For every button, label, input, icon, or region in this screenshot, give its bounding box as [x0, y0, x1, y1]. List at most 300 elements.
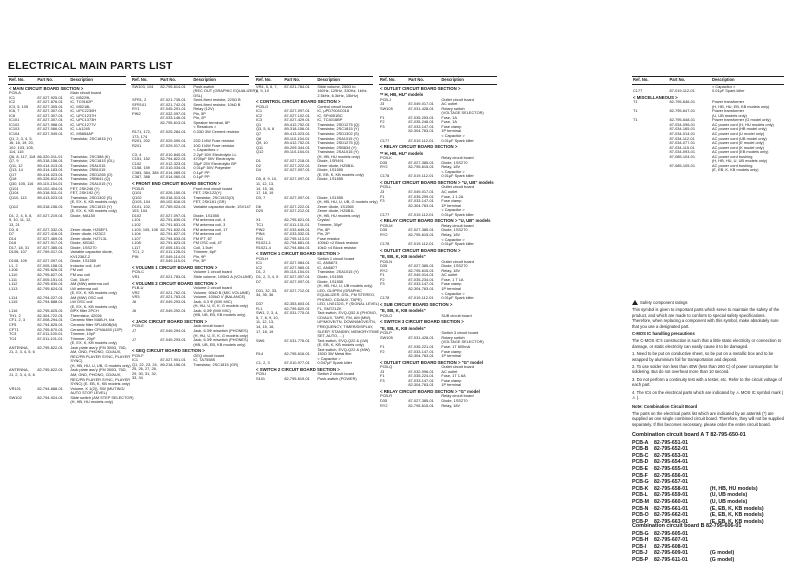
ref-no: 16, 18, 19, 20, — [9, 140, 34, 146]
part-no: 87-019-112-01 — [408, 241, 434, 247]
part-no: 87-035-299-01 — [408, 193, 434, 199]
description: < Resistors > — [193, 124, 217, 130]
ref-no: SW105 — [380, 105, 393, 111]
board-part-no: 82-795-657-01 — [654, 479, 689, 486]
cmos-item-2: 2. To use solder iron less than 40W (less than 260 C) of power consumption for soldering. But do not overheat more than 10 second. — [632, 364, 779, 375]
description: Fuse resistor — [317, 235, 340, 241]
column-header-desc: Description — [316, 77, 373, 85]
description: Zener diode, HZ6B1L — [317, 162, 355, 168]
part-no: 87-011-128-01 — [160, 249, 186, 255]
description: Diode, 1SR491 — [317, 158, 344, 164]
ref-no: TC4 — [9, 335, 17, 341]
description: Relay, 18V — [441, 267, 461, 273]
ref-no: F3 — [380, 281, 385, 287]
description: (HB, UB, EB, KB models only) — [193, 341, 246, 347]
ref-no: D37 — [256, 301, 264, 307]
description: Push-switch — [193, 83, 215, 89]
description: SLEEP, STANDBY, MEMORY/TIME — [317, 328, 380, 334]
part-no: 87-049-017-01 — [408, 101, 434, 107]
description: Outlet circuit board — [441, 258, 474, 264]
board-ref: PCB-A — [632, 439, 649, 446]
note-text: The parts on the electrical parts list which are indicated by an asterisk (*) are supplied as one single combined circuit board. Therefore, they will not be supplied separately. If this becomes necessary, please order the entire circuit board. — [632, 410, 784, 427]
board-models: (E, EB, K, KB models) — [710, 512, 764, 519]
description: (E, EX, K, KB models only) — [70, 303, 117, 309]
part-no: 87-027-985-01 — [284, 264, 310, 270]
table-row — [379, 404, 497, 409]
description: FM antenna coil, 3 — [193, 221, 226, 227]
description: Rotary switch — [441, 105, 465, 111]
part-no: 82-794-681-01 — [284, 240, 310, 246]
combination-row — [632, 544, 784, 551]
part-no: 82-795-616-01 — [284, 351, 310, 357]
description: Diode, 1S1555 — [317, 273, 344, 279]
description: IC, M5218L — [70, 103, 91, 109]
board-part-no: 82-795-611-01 — [654, 556, 688, 563]
description: Semi-fixed resistor, 220Ω B — [193, 97, 241, 103]
description: < Capacitor > — [317, 355, 341, 361]
description: IC, TC4016BP — [317, 117, 343, 123]
description: AM (MW) OSC coil — [70, 294, 104, 300]
description: Power transformer — [712, 99, 745, 105]
ref-no: T1 — [633, 117, 638, 123]
description: Transistor, 2SA1015 (Y) — [317, 149, 359, 155]
part-no: 87-027-307-01 — [37, 112, 63, 118]
section-title: ** H, HB, HU" models — [380, 92, 424, 98]
description: AC outlet — [441, 368, 458, 374]
description: (E, EX, K, KB models only) — [70, 208, 117, 214]
ref-no: R201 — [132, 142, 142, 148]
part-no: 87-033-147-01 — [408, 348, 434, 354]
part-no: 87-034-112-01 — [669, 135, 695, 141]
ref-no: D6 — [256, 203, 261, 209]
part-no: 87-027-385-01 — [408, 159, 434, 165]
description: AM, GND, PHONO, CD/AUX, — [70, 372, 122, 377]
description: SYNC) — [70, 358, 83, 364]
description: Jack circuit board — [193, 323, 224, 329]
description: 100kΩ ×2 Block resistor — [317, 240, 359, 246]
combination-row — [632, 499, 784, 506]
description: IC, LA1245 — [70, 126, 90, 132]
part-no: 87-019-112-01 — [408, 173, 434, 179]
part-no: 87-035-221-01 — [408, 343, 434, 349]
description: KV1236Z-2 — [70, 253, 91, 259]
part-no: 82-795-615-01 — [408, 164, 434, 170]
ref-no: F2 — [380, 276, 385, 282]
part-no: 87-011-101-01 — [37, 335, 63, 341]
part-no: 87-049-114-01 — [160, 253, 186, 259]
description: AC outlet — [441, 101, 458, 107]
board-part-no: 82-795-663-01 — [654, 518, 689, 525]
part-no: 87-033-147-01 — [408, 123, 434, 129]
part-no: 89-412-752-01 — [284, 140, 310, 146]
part-no: 87-035-234-01 — [408, 276, 434, 282]
ref-no: PCB-M — [380, 222, 393, 228]
description: Coil, 1.5uH — [193, 244, 213, 250]
description: Transistor, 2SC1815 (GR) — [193, 361, 239, 367]
ref-no: ANTENNA, — [9, 367, 29, 373]
description: LW antenna coil — [70, 285, 98, 291]
ref-no: PCB-C — [132, 269, 145, 275]
ref-no: D106, 107 — [9, 249, 27, 255]
part-no: 87-034-014-01 — [669, 131, 695, 137]
description: Diode, 1SS270 — [441, 159, 468, 165]
ref-no: C177 — [633, 88, 643, 94]
description: 0.01μF Spark killer — [441, 241, 474, 247]
ref-no: F1 — [380, 193, 385, 199]
ref-no: T1 — [633, 99, 638, 105]
part-no: 87-029-090-01 — [160, 138, 186, 144]
section-title: < OUTLET CIRCUIT BOARD SECTION > "U, UB" models — [380, 179, 494, 185]
combination-row — [632, 453, 784, 460]
table-row — [255, 377, 373, 382]
ref-no: 17, 18, 19 — [256, 190, 274, 196]
description: Slide switch (AM STEP SELECTOR) — [70, 394, 134, 400]
part-no: 89-218-156-01 — [160, 361, 186, 367]
ref-no: PCB-P — [380, 330, 392, 336]
description: (U, UB models only) — [712, 112, 747, 118]
ref-no: 114, 115 — [9, 149, 24, 155]
description: AC power cord bushing — [712, 153, 753, 159]
ref-no: VR2 — [132, 289, 140, 295]
part-no: 87-027-416-01 — [37, 231, 63, 237]
part-no: 89-318-156-01 — [284, 126, 310, 132]
ref-no: SW1, 2, 3, 4, — [256, 310, 279, 316]
ref-no: 11, 12, 13, — [256, 181, 275, 187]
description: Transistor, 2SC1815 (Y) — [317, 126, 359, 132]
table-row — [131, 376, 249, 381]
description: Fuse clamp — [441, 198, 462, 204]
description: Relay circuit board — [441, 155, 474, 161]
ref-no: TC1 — [256, 221, 264, 227]
description: Switch 2 circuit board — [317, 371, 355, 377]
board-ref: PCB-P — [632, 556, 649, 563]
ref-no: PIN2 — [132, 110, 141, 116]
ref-no: D16 — [9, 240, 17, 246]
ref-no: Q1, 22, 23, 24, — [132, 361, 158, 367]
ref-no: 103, 104 — [132, 208, 148, 214]
board-part-no: 82-795-659-01 — [654, 492, 689, 499]
table-header — [255, 77, 373, 85]
part-no: 87-027-385-01 — [408, 263, 434, 269]
description: Fuse, 1 1.2A — [441, 193, 464, 199]
combination-board-b-title: Combination circuit board B 82-795-606-01 — [632, 523, 742, 529]
description: IC, M5229L — [70, 94, 91, 100]
table-header — [379, 77, 497, 85]
ref-no: Q11 — [256, 144, 264, 150]
part-no: 82-795-622-01 — [37, 367, 63, 373]
part-no: 87-032-097-01 — [160, 110, 186, 116]
description: Zener diode, HZ3C2 — [70, 231, 106, 237]
description: Control circuit board — [317, 103, 353, 109]
description: IC, TC9162P — [70, 99, 93, 105]
part-no: 82-795-113-01 — [284, 235, 310, 241]
description: Thermistor, 42026 — [70, 312, 102, 318]
section-heading — [379, 359, 497, 366]
part-no: 87-034-165-01 — [669, 126, 695, 132]
description: Trimmer, 20pF — [70, 335, 96, 341]
table-row — [632, 168, 784, 173]
board-part-no: 82-795-609-01 — [654, 550, 689, 557]
description: Outlet circuit board — [441, 96, 474, 102]
ref-no: Q102 — [132, 194, 142, 200]
description — [192, 376, 249, 381]
ref-no: L116 — [9, 308, 18, 314]
part-no: 82-795-621-01 — [284, 217, 310, 223]
part-no: 87-031-428-01 — [408, 334, 434, 340]
description: DSL) — [193, 92, 203, 98]
ref-no: IC1 — [256, 260, 263, 266]
ref-no: SW6 — [256, 337, 265, 343]
part-no: 82-795-614-01 — [160, 83, 186, 89]
parts-column-2 — [131, 76, 258, 381]
description: Pin, 8P — [317, 226, 330, 232]
parts-column-3 — [255, 76, 380, 382]
description: Relay, 18V — [441, 231, 461, 237]
ref-no: PLB-U — [132, 285, 144, 291]
part-no: 87-035-224-01 — [408, 373, 434, 379]
description: FM antenna coil — [193, 231, 222, 237]
ref-no: C178 — [380, 295, 390, 301]
ref-no: R201, 202 — [132, 138, 150, 144]
part-no: 87-769-017-01 — [37, 249, 63, 255]
part-no: 87-019-112-01 — [408, 211, 434, 217]
section-title: < JACK CIRCUIT BOARD SECTION > — [132, 318, 207, 324]
section-heading — [379, 179, 497, 186]
description: Volume, K 1(2)), SW (MUTING/ — [70, 385, 125, 391]
ref-no: PCB-B — [132, 185, 144, 191]
part-no: 89-318-313-01 — [160, 194, 186, 200]
description: Coil, 15uH — [70, 276, 89, 282]
section-title: < MISCELLANEOUS > — [633, 94, 678, 100]
ref-no: 11, 12, 13, — [256, 319, 275, 325]
parts-table — [8, 76, 134, 405]
part-no: 87-049-014-01 — [408, 272, 434, 278]
description: Jack, 6.3Φ w/switch (PHONES) — [193, 337, 248, 343]
ref-no: X1 — [256, 217, 261, 223]
warning-triangle-icon — [632, 300, 638, 305]
description: Pin, 2P — [193, 115, 206, 121]
ref-no: 9, 10, 11, 12, — [9, 217, 32, 223]
part-no: 87-027-218-01 — [284, 158, 310, 164]
part-no — [159, 376, 192, 381]
part-no: 87-027-305-01 — [37, 103, 63, 109]
ref-no — [8, 400, 36, 405]
ref-no: D3, 6 — [9, 226, 19, 232]
description: 1P terminal — [441, 128, 461, 134]
description: Outlet circuit board — [441, 364, 474, 370]
parts-table — [632, 76, 784, 173]
combination-board-b — [632, 523, 784, 564]
description: SUB circuit board — [441, 312, 472, 318]
part-no: 87-005-151-01 — [160, 244, 186, 250]
part-no: 87-021-783-01 — [160, 273, 186, 279]
description: EQUALIZER, DSL, FM STEREO, — [317, 292, 376, 298]
ref-no: J1, 2, 3, 4, 5, 6 — [9, 349, 35, 355]
ref-no: C387, 388 — [132, 174, 150, 180]
cmos-title: C-MOS IC handling precautions — [632, 331, 695, 337]
description: Pin, 5P — [193, 110, 206, 116]
ref-no: PIN2 — [256, 226, 265, 232]
description: (E, EB, K, KB models only) — [317, 342, 364, 348]
combination-row — [632, 446, 784, 453]
description: Fuse clamp — [441, 123, 462, 129]
description: 160Hz, 125Hz, 330Hz, 1kHz, — [317, 88, 368, 94]
description: LED, GL9PR4 (GRAPHIC — [317, 287, 363, 293]
ref-no: L102 — [132, 221, 141, 227]
description: Crystal — [317, 217, 330, 223]
ref-no: C151, 152 — [132, 156, 150, 162]
description: 0.01μF Spark killer — [441, 137, 474, 143]
description: PHONO, CD/AUX, TAPE) — [317, 296, 362, 302]
description: 33μF 25V Electrolytic BP — [193, 160, 237, 166]
ref-no: CF1, 2, 3 — [9, 317, 26, 323]
part-no: 87-027-469-01 — [37, 235, 63, 241]
ref-no: Q13, 14 — [9, 167, 23, 173]
ref-no: C383, 384, 385 — [132, 169, 159, 175]
description: AM (MW) antenna coil — [70, 281, 109, 287]
description: Power transformer (G model only) — [712, 117, 771, 123]
description: Fuse, 1T 800mA — [441, 343, 471, 349]
ref-no: 5, 7, 8, 9, 10, — [256, 314, 279, 320]
ref-no: 17, 18, 19 — [256, 328, 274, 334]
description: Pin, 9P — [193, 253, 206, 259]
combination-board-a — [632, 432, 784, 525]
part-no: 87-021-742-01 — [160, 101, 186, 107]
description: Transistor, 2SA1015 — [70, 162, 106, 168]
part-no: 82-795-615-01 — [408, 402, 434, 408]
ref-no: Q101 — [132, 190, 142, 196]
ref-no: PCB-H — [256, 255, 269, 261]
ref-no: F1 — [380, 114, 385, 120]
description: 0.01μF Spark killer — [712, 88, 745, 94]
ref-no: L104 — [132, 231, 141, 237]
part-no: 82-304-763-01 — [408, 382, 434, 388]
part-no: 87-019-112-01 — [408, 295, 434, 301]
ref-no: Q6, 8, 117, 118 — [9, 153, 36, 159]
ref-no: IC3, 5, 105 — [9, 103, 29, 109]
section-title: < SUB CIRCUIT BOARD SECTION > — [380, 301, 453, 307]
ref-no: T1 — [633, 108, 638, 114]
ref-no: SW105 — [380, 334, 393, 340]
ref-no: D20 — [256, 208, 264, 214]
ref-no: R1021-4 — [256, 244, 271, 250]
part-no: 87-049-293-01 — [160, 298, 186, 304]
part-no: 87-027-097-01 — [160, 212, 186, 218]
ref-no: D7 — [9, 231, 14, 237]
ref-no: IC1 — [256, 108, 263, 114]
description: 150Ω 3W Metal film — [317, 351, 352, 357]
part-no: 89-102-616-01 — [160, 199, 186, 205]
ref-no: CFT1 — [9, 326, 19, 332]
description: FREQUENCY, TIMER/DISPLAY, — [317, 323, 374, 329]
board-part-no: 82-795-651-01 — [654, 439, 689, 446]
combination-board-a-title: Combination circuit board A T 82-795-650-01 — [632, 432, 746, 438]
part-no: 87-033-147-01 — [408, 198, 434, 204]
board-ref: PCB-E — [632, 465, 649, 472]
part-no: 82-795-620-01 — [284, 305, 310, 311]
description: AM, GND, PHONO, CD/AUX, — [70, 349, 122, 355]
combination-row — [632, 473, 784, 480]
column-header-desc: Description — [440, 77, 497, 85]
description: SET, AUTO, ...) — [317, 333, 344, 339]
ref-no: Q9, 10 — [256, 140, 268, 146]
column-header-desc: Description — [711, 77, 784, 85]
column-header-ref: Ref. No. — [632, 77, 668, 85]
ref-no: IC101 — [9, 117, 20, 123]
part-no: 87-027-925-01 — [37, 94, 63, 100]
parts-column-5 — [632, 76, 784, 173]
description: (H, HU, U, E, K, G models only) — [193, 332, 249, 338]
section-heading — [379, 84, 497, 91]
board-part-no: 82-795-656-01 — [654, 472, 689, 479]
description: SYNC) (E, EB, K, KB models only) — [70, 381, 131, 387]
description: Front end circuit board — [193, 185, 233, 191]
ref-no: Q30, 105, 116 — [9, 181, 34, 187]
ref-no: J7 — [132, 327, 137, 333]
ref-no: PIN4 — [256, 231, 265, 237]
description: FET, 2SK122(Y) — [193, 190, 222, 196]
description: Fuse clamp — [441, 348, 462, 354]
part-no: 87-019-112-01 — [669, 88, 695, 94]
description: (H, HB, HU, U, UB, G models only) — [70, 362, 131, 368]
description: (H, HB, HU, U, UB models only) — [317, 283, 373, 289]
description: AC power cord (H, HU models only) — [712, 121, 774, 127]
description: IC, TA7558S — [193, 357, 216, 363]
description: 0.1μF PP — [193, 174, 210, 180]
ref-no: PCB-E — [132, 323, 144, 329]
part-no: 89-110-154-01 — [284, 135, 310, 141]
ref-no: C1, 2, 3 — [256, 360, 270, 366]
part-no: 82-791-627-01 — [160, 231, 186, 237]
description: Diode, 1SS270 — [441, 398, 468, 403]
section-title: "E, EB, K, KB models" — [380, 308, 426, 314]
ref-no: 8, 9, 10 — [256, 88, 269, 94]
column-header-part: Part No. — [407, 77, 440, 85]
section-title: < GEQ CIRCUIT BOARD SECTION > — [132, 348, 205, 354]
board-ref: PCB-F — [632, 472, 648, 479]
part-no: 82-794-027-01 — [37, 294, 63, 300]
description: 10kΩ ×4 Block resistor — [317, 244, 357, 250]
combination-row — [632, 486, 784, 493]
description: 4700μF 50V Electrolytic — [193, 156, 235, 162]
part-no: 82-795-622-01 — [37, 344, 63, 350]
part-no: 87-049-294-01 — [160, 327, 186, 333]
part-no: 82-794-684-01 — [284, 244, 310, 250]
ref-no: F3 — [380, 198, 385, 204]
description: Pin, 3P — [193, 258, 206, 264]
part-no: 87-011-131-01 — [284, 221, 310, 227]
description: (H, HB, HU, U, UB models only) — [712, 158, 768, 164]
ref-no: IC1 — [9, 94, 16, 100]
section-title: < VOLUME 1 CIRCUIT BOARD SECTION > — [132, 264, 218, 270]
part-no: 82-794-633-01 — [160, 235, 186, 241]
parts-table — [131, 76, 258, 381]
part-no: 87-027-988-01 — [37, 121, 63, 127]
ref-no: 102, 103, 105, — [9, 144, 34, 150]
part-no: 82-791-631-01 — [160, 221, 186, 227]
section-title: < RELAY CIRCUIT BOARD SECTION > "U, UB" models — [380, 218, 491, 224]
description: IC, M5854AP — [70, 131, 94, 137]
ref-no: D35 — [380, 227, 388, 233]
description: AC power cord (E model only) — [712, 140, 764, 146]
description: AUTO STOP LEVEL) — [70, 390, 108, 396]
combination-row — [632, 506, 784, 513]
description: IC, μPD7004C018 — [317, 108, 349, 114]
board-models: (G model) — [710, 556, 735, 563]
section-title: < CONTROL CIRCUIT BOARD SECTION > — [256, 99, 341, 105]
part-no — [36, 400, 69, 405]
ref-no: Q8 — [256, 135, 262, 141]
